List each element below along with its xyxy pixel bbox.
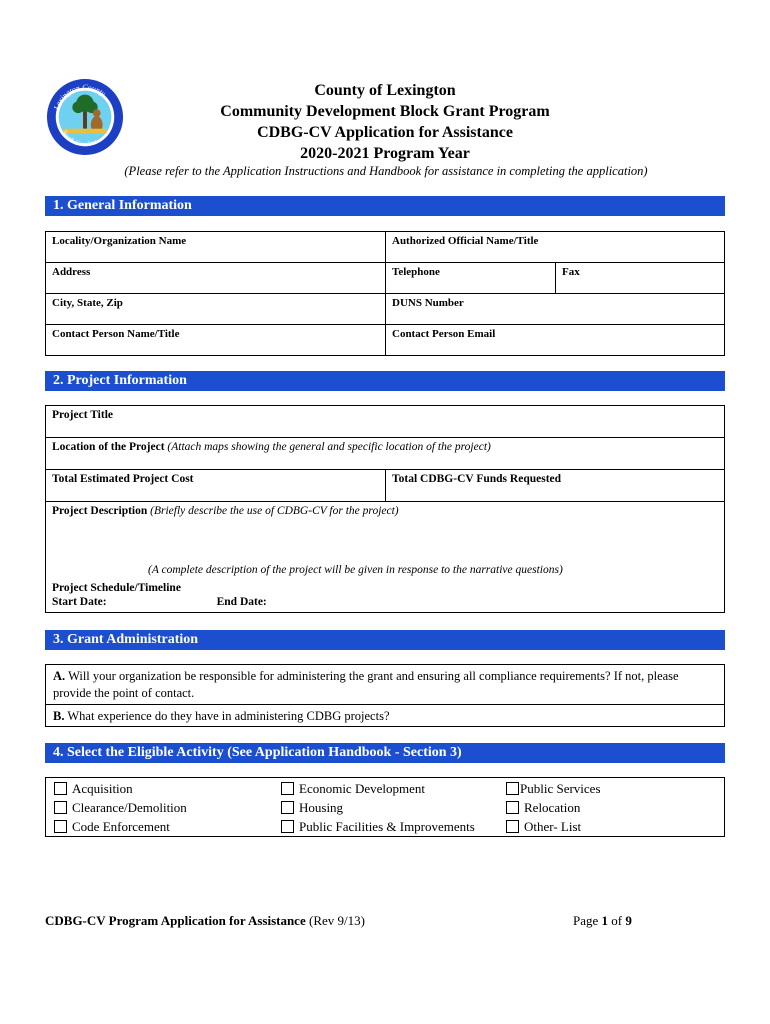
activity-column-1 [54, 779, 187, 836]
checkbox[interactable] [281, 820, 294, 833]
activity-label: Relocation [524, 799, 581, 815]
description-label: Project Description [52, 505, 148, 517]
table-row [46, 294, 724, 325]
header-line-year: 2020-2021 Program Year [300, 145, 470, 162]
activity-relocation[interactable] [506, 798, 601, 817]
official-field[interactable]: Authorized Official Name/Title [392, 235, 539, 247]
section-general-header: 1. General Information [45, 196, 725, 216]
fax-field[interactable]: Fax [562, 266, 580, 278]
city-field[interactable]: City, State, Zip [46, 294, 386, 324]
page-number [573, 913, 632, 929]
activity-column-3 [506, 779, 601, 836]
activity-label: Housing [299, 799, 344, 815]
footer-title [45, 913, 365, 929]
narrative-note: (A complete description of the project will be given in response to the narrative questions) [148, 564, 563, 576]
section-grant-header: 3. Grant Administration [45, 630, 725, 650]
project-location-field[interactable] [46, 438, 497, 469]
project-title-field[interactable]: Project Title [52, 409, 113, 421]
email-field[interactable]: Contact Person Email [392, 328, 496, 340]
schedule-label: Project Schedule/Timeline [52, 582, 181, 594]
start-date-label[interactable]: Start Date: [52, 596, 107, 608]
table-row [46, 502, 724, 613]
question-b[interactable] [46, 705, 397, 726]
table-row [46, 470, 724, 502]
table-row [46, 232, 724, 263]
project-info-table [45, 405, 725, 613]
current-page: 1 [601, 913, 609, 928]
location-label: Location of the Project [52, 441, 165, 453]
table-row [46, 705, 724, 727]
of-word: of [611, 913, 623, 928]
activity-label: Public Facilities & Improvements [299, 818, 475, 834]
checkbox[interactable] [506, 820, 519, 833]
activity-label: Clearance/Demolition [72, 799, 187, 815]
checkbox[interactable] [54, 801, 67, 814]
page-word: Page [573, 913, 599, 928]
activity-label: Other- List [524, 818, 582, 834]
question-b-letter: B. [53, 709, 65, 723]
document-header [150, 80, 620, 164]
total-cost-field[interactable]: Total Estimated Project Cost [46, 470, 386, 501]
instructions-note: (Please refer to the Application Instructions and Handbook for assistance in completing the application) [124, 164, 648, 178]
activity-label: Code Enforcement [72, 818, 170, 834]
activity-label: Public Services [520, 780, 601, 796]
activity-economic-development[interactable] [281, 779, 475, 798]
activity-label: Economic Development [299, 780, 425, 796]
activity-housing[interactable] [281, 798, 475, 817]
activity-label: Acquisition [72, 780, 133, 796]
schedule-block [46, 578, 273, 612]
checkbox[interactable] [54, 820, 67, 833]
header-line-application: CDBG-CV Application for Assistance [257, 124, 513, 141]
contact-field[interactable]: Contact Person Name/Title [46, 325, 386, 355]
activity-other[interactable] [506, 817, 601, 836]
header-line-program: Community Development Block Grant Program [220, 103, 550, 120]
locality-field[interactable]: Locality/Organization Name [46, 232, 386, 262]
seal-bottom-text: South Carolina [60, 129, 99, 149]
question-b-text: What experience do they have in administering CDBG projects? [67, 709, 390, 723]
general-info-table [45, 231, 725, 356]
telephone-field[interactable]: Telephone [386, 263, 556, 293]
footer-title-text: CDBG-CV Program Application for Assistance [45, 913, 306, 928]
activity-clearance[interactable] [54, 798, 187, 817]
activity-column-2 [281, 779, 475, 836]
activity-public-services[interactable] [506, 779, 601, 798]
activity-checklist [45, 777, 725, 837]
footer-revision: (Rev 9/13) [308, 913, 365, 928]
description-note: (Briefly describe the use of CDBG-CV for the project) [150, 505, 399, 517]
address-field[interactable]: Address [46, 263, 386, 293]
checkbox[interactable] [281, 782, 294, 795]
activity-acquisition[interactable] [54, 779, 187, 798]
question-a-letter: A. [53, 669, 66, 683]
checkbox[interactable] [54, 782, 67, 795]
header-line-county: County of Lexington [314, 82, 456, 99]
activity-public-facilities[interactable] [281, 817, 475, 836]
question-a[interactable] [46, 665, 724, 704]
table-row [46, 263, 724, 294]
table-row [46, 438, 724, 470]
dates-line [52, 595, 267, 609]
question-a-text: Will your organization be responsible for administering the grant and ensuring all compliance requirements? If not, please provide the point of contact. [53, 669, 679, 700]
table-row [46, 325, 724, 356]
checkbox[interactable] [506, 801, 519, 814]
checkbox[interactable] [506, 782, 519, 795]
activity-code-enforcement[interactable] [54, 817, 187, 836]
seal-top-text: Lexington County [51, 82, 108, 111]
grant-admin-table [45, 664, 725, 727]
location-note: (Attach maps showing the general and specific location of the project) [167, 441, 491, 453]
checkbox[interactable] [281, 801, 294, 814]
table-row [46, 406, 724, 438]
section-project-header: 2. Project Information [45, 371, 725, 391]
county-seal-logo [46, 78, 124, 156]
total-pages: 9 [625, 913, 632, 928]
end-date-label[interactable]: End Date: [216, 596, 267, 608]
section-activity-header: 4. Select the Eligible Activity (See Application Handbook - Section 3) [45, 743, 725, 763]
total-funds-field[interactable]: Total CDBG-CV Funds Requested [392, 473, 562, 485]
table-row [46, 665, 724, 705]
duns-field[interactable]: DUNS Number [392, 297, 464, 309]
